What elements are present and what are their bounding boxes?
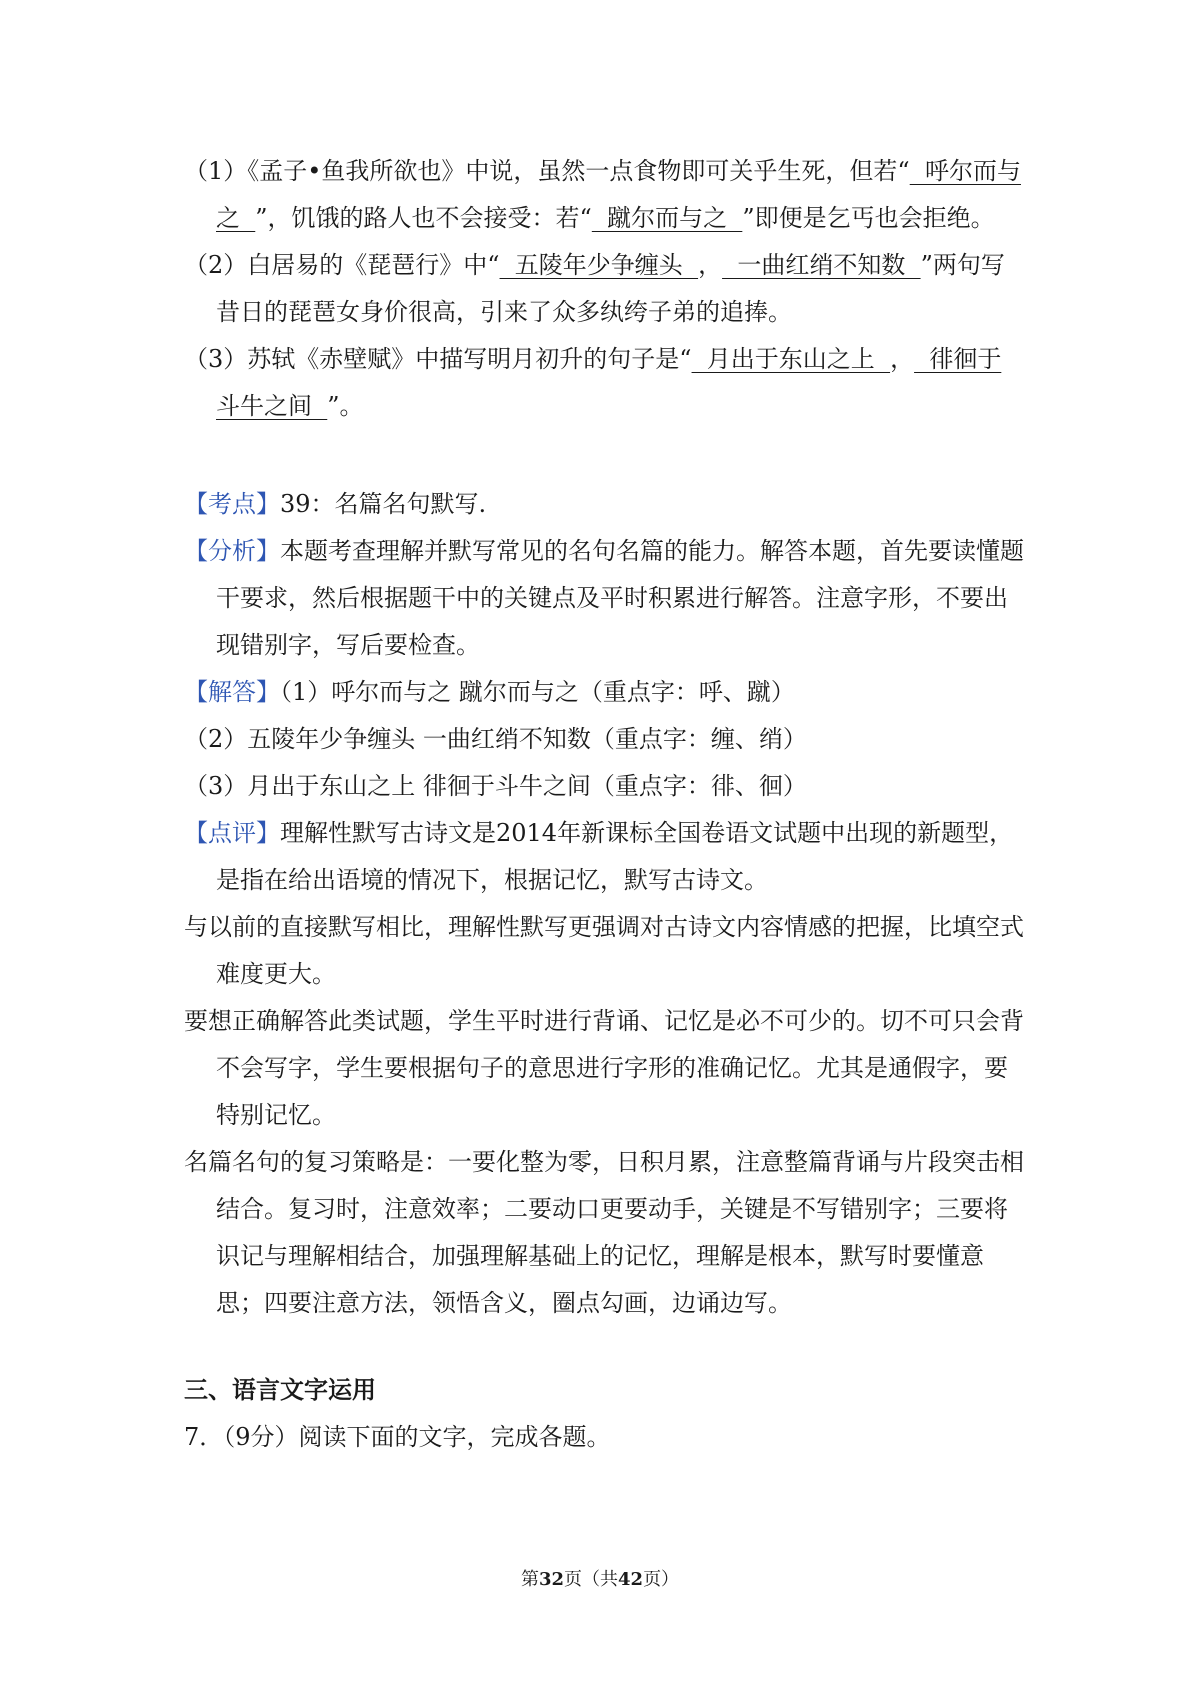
jieda-line-3: （3）月出于东山之上 徘徊于斗牛之间（重点字：徘、徊） bbox=[184, 772, 807, 800]
fenxi-tag: 【分析】 bbox=[184, 537, 280, 565]
section-heading: 三、语言文字运用 bbox=[184, 1376, 376, 1404]
footer-mid: 页（共 bbox=[564, 1569, 618, 1590]
footer-pre: 第 bbox=[520, 1569, 539, 1590]
q2-comma: ， bbox=[698, 251, 723, 279]
dianping-paragraph-2: 与以前的直接默写相比，理解性默写更强调对古诗文内容情感的把握，比填空式难度更大。 bbox=[184, 913, 1024, 988]
spacer bbox=[184, 430, 1024, 481]
page-total: 42 bbox=[618, 1569, 644, 1590]
fenxi-paragraph bbox=[184, 528, 1024, 669]
jieda-paragraph bbox=[184, 669, 1024, 716]
q3-answer-2: 徘徊于斗牛之间 bbox=[216, 345, 1002, 420]
q3-text-post: ”。 bbox=[327, 392, 364, 420]
spacer bbox=[184, 1327, 1024, 1367]
q2-answer-1: 五陵年少争缠头 bbox=[499, 251, 699, 279]
jieda-tag: 【解答】 bbox=[184, 678, 280, 706]
q1-answer-1: 呼尔而与之 bbox=[216, 157, 1021, 232]
jieda-line-1: （1）呼尔而与之 蹴尔而与之（重点字：呼、蹴） bbox=[280, 678, 795, 706]
footer-post: 页） bbox=[643, 1569, 680, 1590]
dianping-paragraph bbox=[184, 810, 1024, 904]
dianping-tag: 【点评】 bbox=[184, 819, 280, 847]
q2-answer-2: 一曲红绡不知数 bbox=[722, 251, 921, 279]
document-page bbox=[184, 148, 1024, 1461]
dianping-text: 理解性默写古诗文是2014年新课标全国卷语文试题中出现的新题型，是指在给出语境的情况下，根据记忆，默写古诗文。 bbox=[216, 819, 1014, 894]
jieda-line-2: （2）五陵年少争缠头 一曲红绡不知数（重点字：缠、绡） bbox=[184, 725, 807, 753]
q2-text-post: ”两句写昔日的琵琶女身价很高，引来了众多纨绔子弟的追捧。 bbox=[216, 251, 1005, 326]
q2-text-pre: （2）白居易的《琵琶行》中“ bbox=[184, 251, 500, 279]
dianping-paragraph-4: 名篇名句的复习策略是：一要化整为零，日积月累，注意整篇背诵与片段突击相结合。复习时，注意效率；二要动口更要动手，关键是不写错别字；三要将识记与理解相结合，加强理解基础上的记忆，理解是根本，默写时要懂意思；四要注意方法，领悟含义，圈点勾画，边诵边写。 bbox=[184, 1148, 1024, 1317]
q1-text-post: ”即便是乞丐也会拒绝。 bbox=[742, 204, 995, 232]
page-footer bbox=[0, 1565, 1200, 1591]
kaodian-tag: 【考点】 bbox=[184, 490, 280, 518]
question-3 bbox=[184, 336, 1024, 430]
question-2 bbox=[184, 242, 1024, 336]
page-number: 32 bbox=[538, 1569, 564, 1590]
q3-text-pre: （3）苏轼《赤壁赋》中描写明月初升的句子是“ bbox=[184, 345, 692, 373]
question-1 bbox=[184, 148, 1024, 242]
kaodian-paragraph bbox=[184, 481, 1024, 528]
q3-answer-1: 月出于东山之上 bbox=[691, 345, 891, 373]
fenxi-text: 本题考查理解并默写常见的名句名篇的能力。解答本题，首先要读懂题干要求，然后根据题干中的关键点及平时积累进行解答。注意字形，不要出现错别字，写后要检查。 bbox=[216, 537, 1024, 659]
q1-answer-2: 蹴尔而与之 bbox=[591, 204, 743, 232]
dianping-paragraph-3: 要想正确解答此类试题，学生平时进行背诵、记忆是必不可少的。切不可只会背不会写字，学生要根据句子的意思进行字形的准确记忆。尤其是通假字，要特别记忆。 bbox=[184, 1007, 1024, 1129]
q1-text-pre: （1）《孟子•鱼我所欲也》中说，虽然一点食物即可关乎生死，但若“ bbox=[184, 157, 910, 185]
question-7: 7．（9分）阅读下面的文字，完成各题。 bbox=[184, 1423, 611, 1451]
kaodian-text: 39：名篇名句默写. bbox=[280, 490, 487, 518]
q3-comma: ， bbox=[890, 345, 915, 373]
q1-text-mid: ”，饥饿的路人也不会接受：若“ bbox=[255, 204, 592, 232]
